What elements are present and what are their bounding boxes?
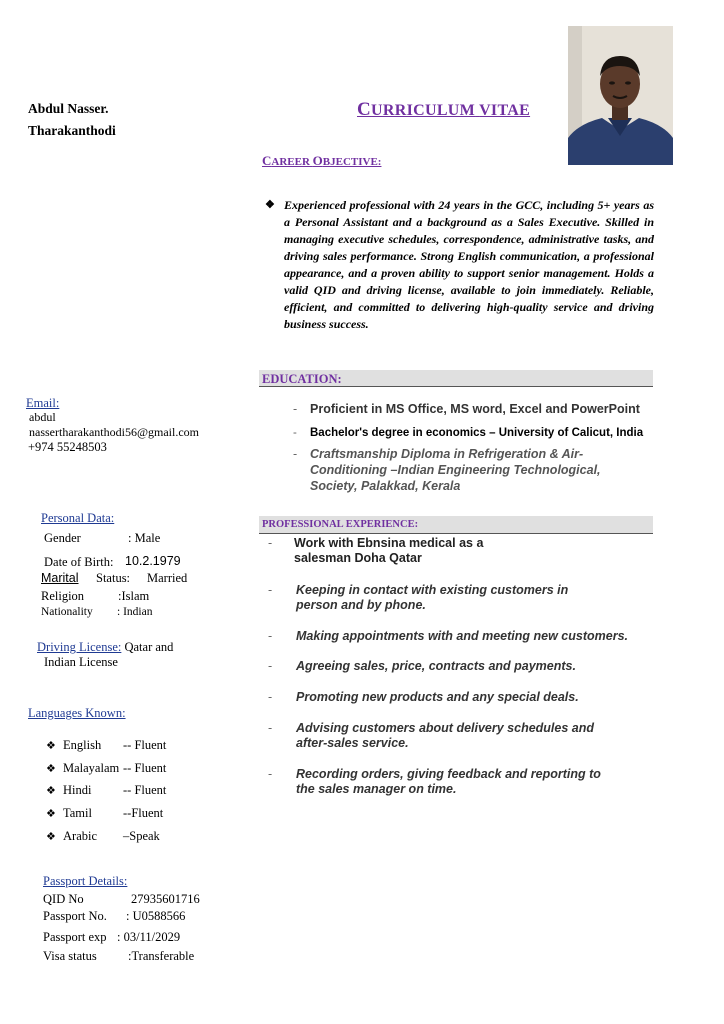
diamond-bullet-icon: ❖: [265, 199, 275, 211]
marital-status-label: Status:: [96, 571, 131, 585]
visa-status-value: :Transferable: [128, 949, 195, 963]
dob-label: Date of Birth:: [44, 555, 114, 569]
driving-license: [37, 640, 173, 655]
profile-photo: [568, 26, 673, 165]
diamond-bullet-icon: ❖: [46, 831, 56, 843]
education-heading: EDUCATION:: [262, 372, 342, 386]
marital-value: Married: [147, 571, 188, 585]
candidate-name: [28, 98, 116, 142]
diamond-bullet-icon: ❖: [46, 763, 56, 775]
passport-no-value: : U0588566: [126, 909, 186, 923]
passport-heading: Passport Details:: [43, 874, 128, 888]
qid-value: 27935601716: [131, 892, 200, 906]
driving-license-heading: Driving License:: [37, 640, 122, 654]
driving-license-value-2: Indian License: [44, 655, 118, 669]
passport-exp-label: Passport exp: [43, 930, 107, 944]
religion-value: :Islam: [118, 589, 150, 603]
visa-status-label: Visa status: [43, 949, 97, 963]
diamond-bullet-icon: ❖: [46, 785, 56, 797]
gender-label: Gender: [44, 531, 81, 545]
nationality-value: : Indian: [117, 606, 153, 618]
email-address[interactable]: abdul nassertharakanthodi56@gmail.com: [29, 410, 200, 439]
passport-exp-value: : 03/11/2029: [117, 930, 181, 944]
phone-number: +974 55248503: [28, 440, 107, 454]
experience-heading: PROFESSIONAL EXPERIENCE:: [262, 519, 419, 530]
gender-value: : Male: [128, 531, 161, 545]
objective-paragraph: Experienced professional with 24 years in the GCC, including 5+ years as a Personal Assistant and a background as a Sales Executive. Skilled in managing executive schedules, correspondence, administrative tasks, and driving sales performance. Strong English communication, a professional appearance, and a proven ability to support senior management. Holds a valid QID and driving license, available to join immediately. Reliable, efficient, and committed to delivering high-quality service and driving business success.: [284, 198, 654, 331]
education-heading-bar: [259, 370, 653, 387]
passport-no-label: Passport No.: [43, 909, 107, 923]
languages-heading: Languages Known:: [28, 706, 126, 720]
career-objective-text: [265, 197, 654, 333]
experience-heading-bar: [259, 516, 653, 534]
name-line-1: Abdul Nasser.: [28, 101, 109, 116]
email-heading: Email:: [26, 396, 60, 410]
religion-label: Religion: [41, 589, 85, 603]
name-line-2: Tharakanthodi: [28, 123, 116, 138]
personal-data-heading: Personal Data:: [41, 511, 115, 525]
diamond-bullet-icon: ❖: [46, 808, 56, 820]
qid-label: QID No: [43, 892, 84, 906]
document-title: CURRICULUM VITAE: [357, 99, 531, 120]
marital-label: Marital: [41, 571, 79, 585]
nationality-label: Nationality: [41, 606, 93, 618]
dob-value: 10.2.1979: [125, 554, 181, 568]
diamond-bullet-icon: ❖: [46, 740, 56, 752]
driving-license-value: Qatar and: [124, 640, 174, 654]
career-objective-heading: CAREER OBJECTIVE:: [262, 153, 382, 168]
